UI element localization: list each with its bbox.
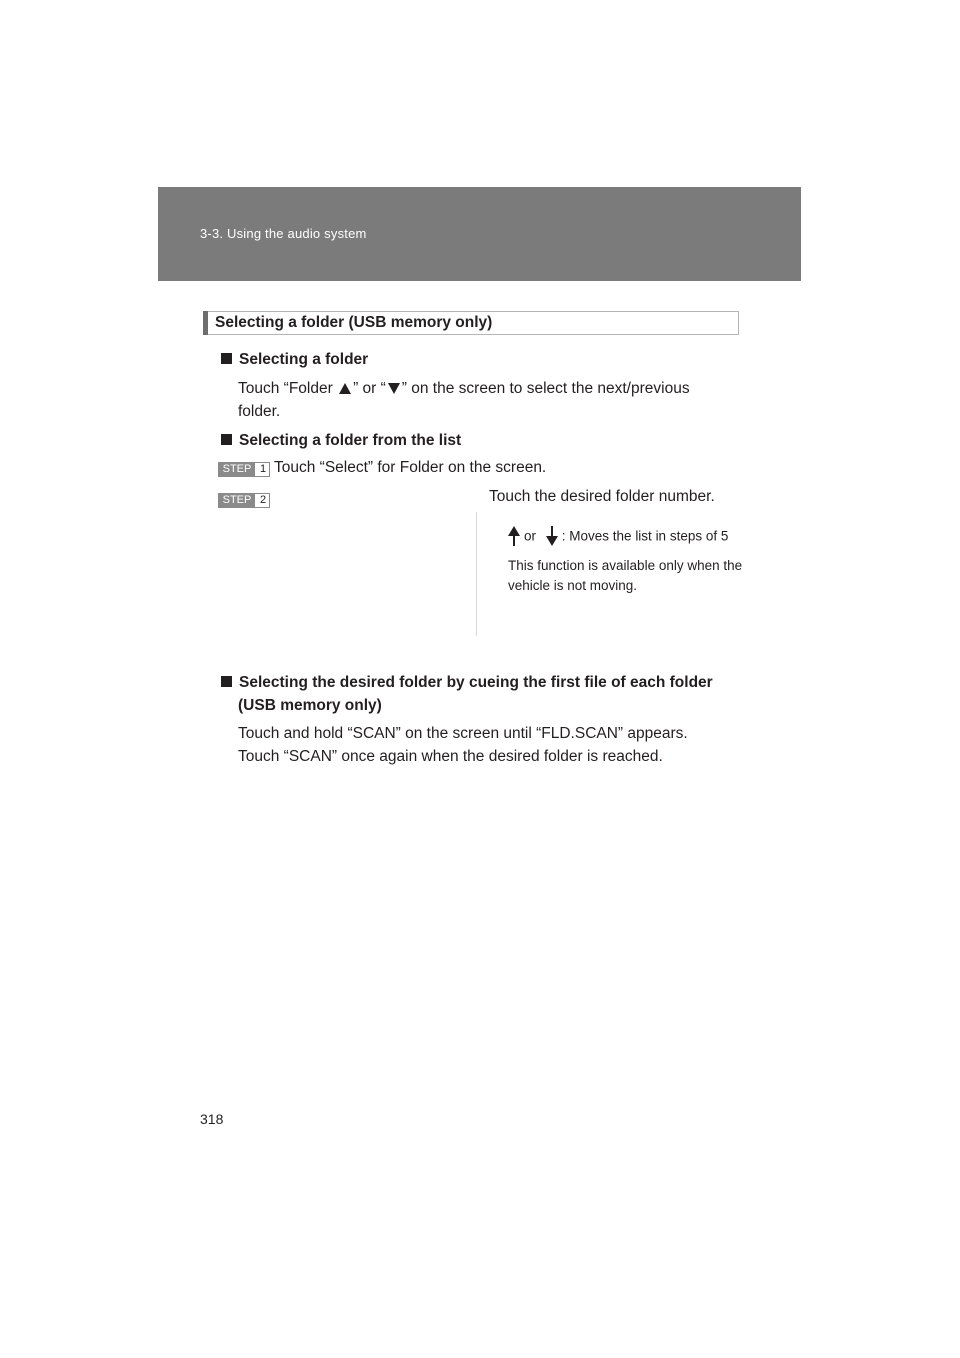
list-down-arrow-icon xyxy=(546,526,558,548)
step-2-text: Touch the desired folder number. xyxy=(489,488,715,505)
subsection-heading-select-folder xyxy=(221,351,368,369)
page-number: 318 xyxy=(200,1111,224,1127)
subsection1-paragraph-line2: folder. xyxy=(238,403,281,420)
subsection1-paragraph: Touch “Folder ” or “ ” on the screen to select the next/previous xyxy=(238,380,690,397)
step-2-badge: STEP 2 xyxy=(218,493,270,508)
subsection3-text-line2: Touch “SCAN” once again when the desired folder is reached. xyxy=(238,748,663,765)
chapter-header xyxy=(158,187,801,281)
step-2-note xyxy=(476,512,747,636)
section-title: Selecting a folder (USB memory only) xyxy=(215,314,493,331)
subsection-heading-scan-line2: (USB memory only) xyxy=(238,697,382,714)
square-bullet-icon xyxy=(221,676,232,687)
list-up-arrow-icon xyxy=(508,526,520,548)
folder-down-icon xyxy=(388,383,400,394)
chapter-title: 3-3. Using the audio system xyxy=(200,226,367,241)
square-bullet-icon xyxy=(221,353,232,364)
note-availability: This function is available only when the vehicle is not moving. xyxy=(508,558,743,593)
section-heading-bar xyxy=(203,311,208,335)
subsection-heading-text: Selecting a folder from the list xyxy=(239,432,462,449)
subsection3-text-line1: Touch and hold “SCAN” on the screen until “FLD.SCAN” appears. xyxy=(238,725,688,742)
step-1-badge: STEP 1 xyxy=(218,462,270,477)
subsection-heading-folder-list xyxy=(221,432,461,450)
subsection-heading-text: Selecting the desired folder by cueing the first file of each folder xyxy=(239,674,713,691)
square-bullet-icon xyxy=(221,434,232,445)
subsection-heading-text: Selecting a folder xyxy=(239,351,369,368)
subsection-heading-scan xyxy=(221,674,737,692)
step-1-text: Touch “Select” for Folder on the screen. xyxy=(274,459,547,476)
note-list-steps: or : Moves the list in steps of 5 xyxy=(508,526,728,548)
section-heading xyxy=(203,311,739,335)
folder-up-icon xyxy=(339,383,351,394)
